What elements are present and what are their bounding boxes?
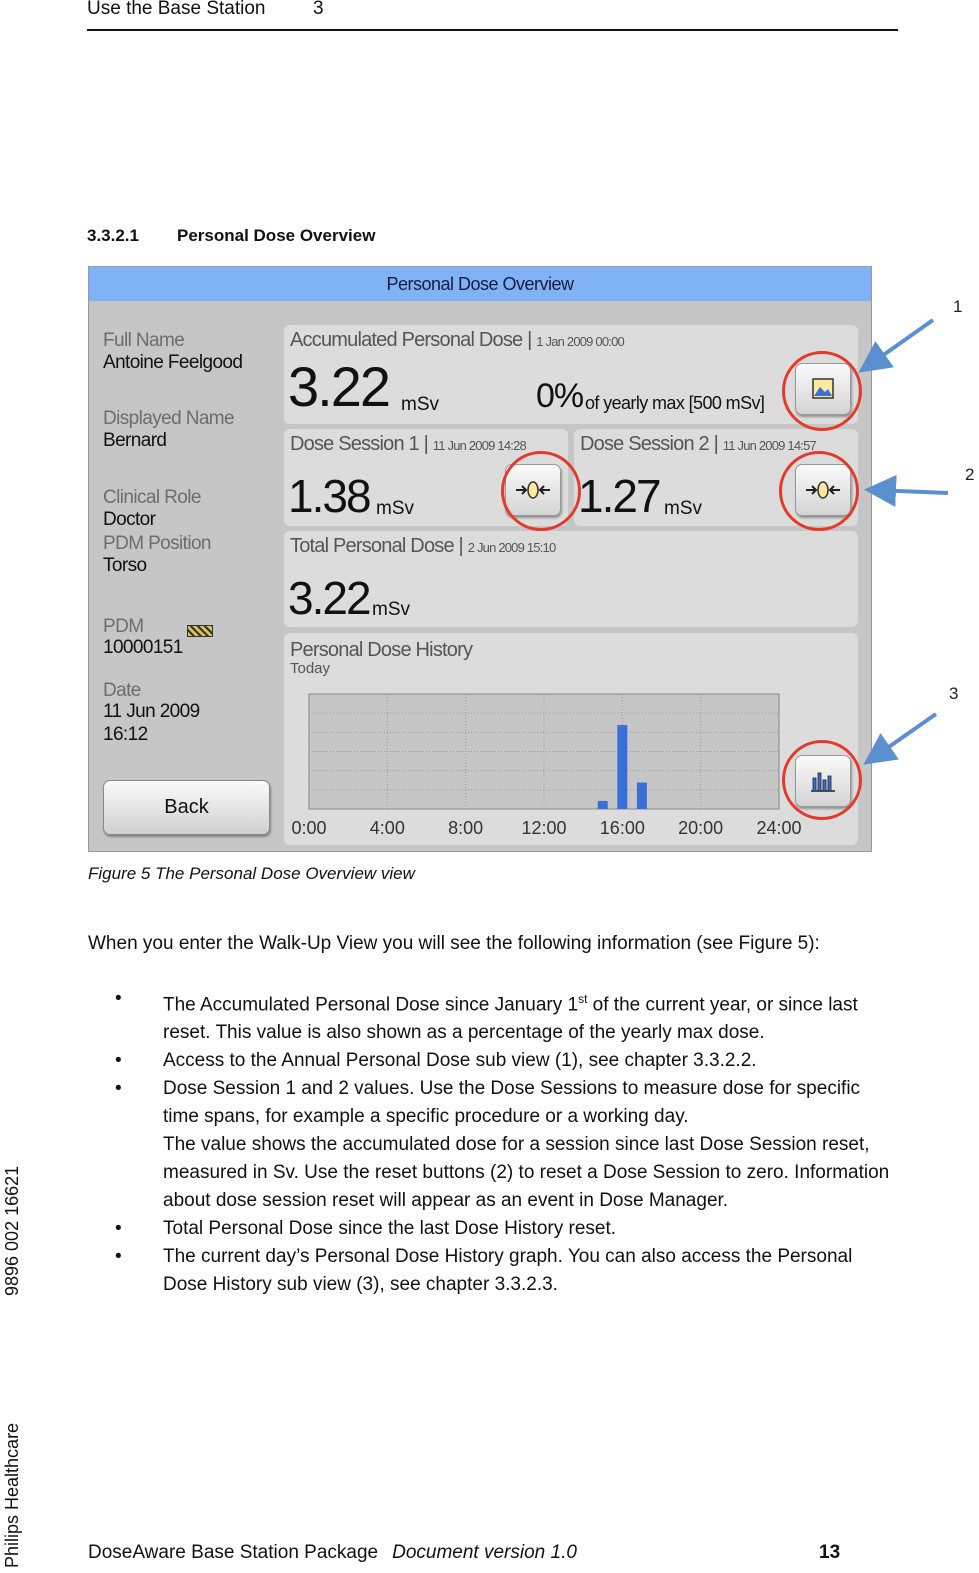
chart-bar (598, 801, 608, 809)
total-dose-panel (284, 531, 858, 627)
total-dose-value: 3.22 (288, 572, 370, 624)
footer-doc-title: DoseAware Base Station Package (88, 1542, 379, 1563)
callout-arrows (840, 300, 979, 780)
chart-x-tick-label: 8:00 (448, 818, 484, 838)
dose-session-1-header (290, 433, 526, 456)
yearly-percent: 0% (536, 377, 584, 415)
dose-session-1-value: 1.38 (288, 470, 370, 522)
list-item (88, 1047, 898, 1075)
page-header (87, 0, 898, 31)
figure-caption: Figure 5 The Personal Dose Overview view (88, 864, 415, 883)
chart-x-tick-label: 16:00 (599, 818, 645, 838)
chart-x-tick-label: 12:00 (521, 818, 567, 838)
dose-session-1-timestamp: 11 Jun 2009 14:28 (432, 438, 526, 453)
list-item (88, 1243, 898, 1299)
dose-history-sublabel: Today (290, 660, 331, 677)
footer-version: Document version 1.0 (392, 1542, 577, 1563)
arrow-2 (872, 490, 948, 493)
chart-bar (637, 783, 647, 809)
dose-session-2-header (580, 433, 816, 456)
dose-session-1-label: Dose Session 1 | (290, 433, 429, 455)
yearly-max-text: of yearly max [500 mSv] (585, 393, 765, 413)
chart-x-tick-label: 20:00 (678, 818, 724, 838)
section-number: 3.3.2.1 (87, 226, 139, 245)
chart-x-ticks (291, 818, 801, 838)
pdm-position-label: PDM Position (103, 533, 211, 554)
total-dose-header (290, 535, 555, 558)
arrow-1 (865, 320, 933, 368)
accumulated-dose-value: 3.22 (288, 355, 389, 418)
callout-3: 3 (949, 684, 959, 703)
total-dose-label: Total Personal Dose | (290, 535, 463, 557)
back-button[interactable]: Back (103, 780, 270, 835)
dose-session-2-unit: mSv (664, 498, 702, 519)
bullet-text: The current day’s Personal Dose History graph. You can also access the Personal Dose History sub view (3), see chapter 3.3.2.3. (163, 1246, 853, 1296)
dose-overview-screenshot (88, 266, 872, 852)
chart-x-tick-label: 0:00 (291, 818, 327, 838)
date-label: Date (103, 680, 141, 701)
bullet-icon: • (115, 1050, 122, 1072)
intro-paragraph: When you enter the Walk-Up View you will see the following information (see Figure 5): (88, 933, 820, 954)
bullet-text-cont: of the current year, or since last reset. This value is also shown as a percentage of the yearly max dose. (163, 994, 858, 1044)
arrow-3 (870, 714, 936, 760)
section-title: Personal Dose Overview (177, 226, 376, 245)
total-dose-timestamp: 2 Jun 2009 15:10 (467, 540, 556, 555)
date-value: 11 Jun 2009 (103, 701, 200, 722)
chart-x-tick-label: 24:00 (756, 818, 802, 838)
displayed-name-label: Displayed Name (103, 408, 234, 429)
info-bullet-list (88, 985, 898, 1299)
screen-title: Personal Dose Overview (89, 267, 871, 301)
pdm-position-value: Torso (103, 555, 147, 576)
dose-session-1-unit: mSv (376, 498, 414, 519)
total-dose-unit: mSv (372, 599, 410, 620)
list-item (88, 985, 898, 1047)
accumulated-dose-unit: mSv (401, 394, 439, 415)
bullet-text: The Accumulated Personal Dose since January 1 (163, 994, 579, 1016)
pdm-label: PDM (103, 616, 144, 637)
dose-history-label: Personal Dose History (290, 639, 473, 661)
bullet-superscript: st (578, 992, 588, 1006)
clinical-role-value: Doctor (103, 509, 156, 530)
pdm-value: 10000151 (103, 637, 183, 658)
bullet-text: Access to the Annual Personal Dose sub view (1), see chapter 3.3.2.2. (163, 1050, 757, 1072)
bullet-icon: • (115, 1218, 122, 1240)
dose-session-2-label: Dose Session 2 | (580, 433, 719, 455)
accumulated-dose-header (290, 329, 624, 352)
dose-session-2-value: 1.27 (578, 470, 660, 522)
list-item (88, 1075, 898, 1215)
page-number: 13 (819, 1542, 841, 1563)
full-name-label: Full Name (103, 330, 185, 351)
dose-history-chart (284, 682, 814, 845)
section-heading (87, 226, 375, 246)
accumulated-dose-label: Accumulated Personal Dose | (290, 329, 532, 351)
bullet-icon: • (115, 1246, 122, 1268)
bullet-text: Dose Session 1 and 2 values. Use the Dose Sessions to measure dose for specific time spans, for example a specific procedure or a working day. (163, 1078, 861, 1128)
displayed-name-value: Bernard (103, 430, 167, 451)
chart-x-tick-label: 4:00 (369, 818, 405, 838)
bullet-icon: • (115, 988, 122, 1009)
full-name-value: Antoine Feelgood (103, 352, 243, 373)
page-footer (88, 1542, 841, 1564)
highlight-ring-2a (501, 451, 581, 531)
bullet-icon: • (115, 1078, 122, 1100)
bullet-text: Total Personal Dose since the last Dose History reset. (163, 1218, 617, 1240)
accumulated-dose-panel (284, 325, 858, 424)
bullet-text-extra: The value shows the accumulated dose for a session since last Dose Session reset, measured in Sv. Use the reset buttons (2) to reset a Dose Session to zero. Information about dose session reset will appear as an event in Dose Manager. (163, 1134, 890, 1212)
time-value: 16:12 (103, 724, 148, 745)
clinical-role-label: Clinical Role (103, 487, 201, 508)
header-title: Use the Base Station (87, 0, 266, 19)
battery-icon (187, 625, 213, 637)
callout-1: 1 (953, 297, 963, 316)
accumulated-dose-timestamp: 1 Jan 2009 00:00 (536, 334, 624, 349)
header-chapter: 3 (313, 0, 324, 19)
list-item (88, 1215, 898, 1243)
dose-session-2-timestamp: 11 Jun 2009 14:57 (722, 438, 816, 453)
side-company: Philips Healthcare (2, 1422, 22, 1568)
chart-bar (617, 725, 627, 809)
callout-2: 2 (965, 465, 975, 484)
side-code: 9896 002 16621 (2, 1165, 22, 1296)
